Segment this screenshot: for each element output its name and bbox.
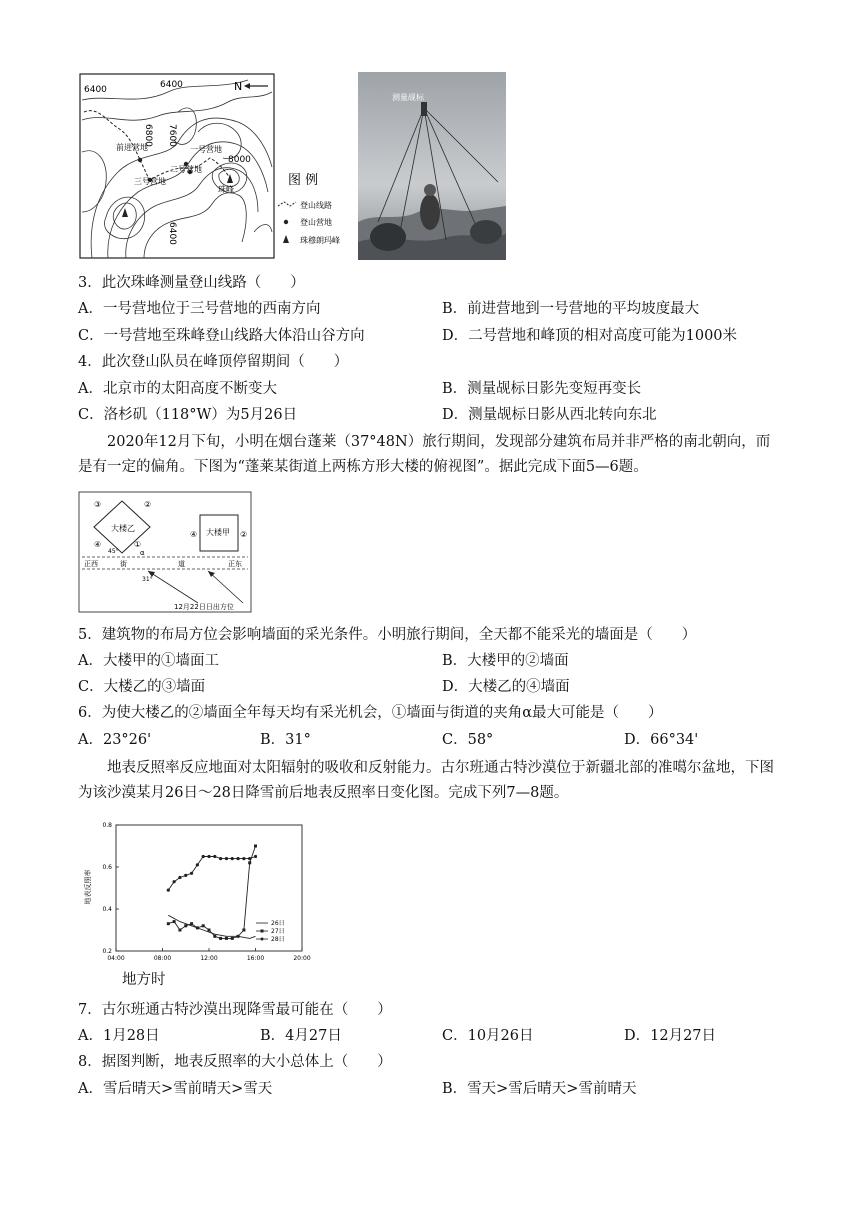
series-point-3: [167, 889, 170, 892]
q7-stem: 7．古尔班通古特沙漠出现降雪最可能在（ ）: [78, 1002, 392, 1018]
series-point-3: [207, 855, 210, 858]
contour-label-6400-b: 6400: [160, 80, 183, 90]
series-point-3: [190, 872, 193, 875]
building-b-wall-1: ①: [134, 540, 142, 549]
legend-label-2: 27日: [271, 928, 285, 935]
north-label: N: [234, 80, 243, 93]
y-tick-label: 0.8: [102, 822, 112, 829]
q6-stem: 6．为使大楼乙的②墙面全年每天均有采光机会，①墙面与街道的夹角α最大可能是（ ）: [78, 705, 663, 721]
series-point-2: [219, 937, 222, 940]
series-point-2: [231, 937, 234, 940]
angle-45-label: 45°: [108, 548, 119, 555]
contour-label-8000: 8000: [228, 155, 251, 165]
series-point-3: [242, 857, 245, 860]
q8-stem: 8．据图判断，地表反照率的大小总体上（ ）: [78, 1054, 392, 1070]
legend-route-label: 登山线路: [300, 201, 332, 210]
series-point-2: [237, 935, 240, 938]
x-tick-label: 16:00: [246, 955, 265, 962]
q7-option-d[interactable]: D．12月27日: [624, 1028, 717, 1044]
q7-option-a[interactable]: A．1月28日: [78, 1028, 160, 1044]
y-tick-label: 0.2: [102, 948, 112, 955]
y-tick-label: 0.6: [102, 864, 112, 871]
series-point-3: [236, 857, 239, 860]
series-point-2: [196, 926, 199, 929]
series-point-3: [178, 876, 181, 879]
sunrise-caption: 12月22日日出方位: [174, 603, 234, 611]
q4-option-a[interactable]: A．北京市的太阳高度不断变大: [78, 381, 277, 397]
building-b-wall-4: ④: [94, 540, 102, 549]
legend-title: 图 例: [288, 173, 319, 188]
building-b-wall-3: ③: [94, 500, 102, 509]
contour-label-7600: 7600: [167, 124, 177, 147]
q7-option-c[interactable]: C．10月26日: [442, 1028, 534, 1044]
street-char-2: 道: [178, 560, 185, 568]
q4-option-c[interactable]: C．洛杉矶（118°W）为5月26日: [78, 407, 298, 423]
contour-label-6400-a: 6400: [84, 85, 107, 95]
series-point-3: [202, 855, 205, 858]
intro-5-6: 2020年12月下旬，小明在烟台蓬莱（37°48N）旅行期间，发现部分建筑布局并非严格的南北朝向，而是有一定的偏角。下图为“蓬莱某街道上两栋方形大楼的俯视图”。据此完成下面5—6题。: [78, 434, 771, 475]
series-point-2: [225, 937, 228, 940]
series-point-3: [219, 857, 222, 860]
q6-option-b[interactable]: B．31°: [260, 732, 311, 748]
building-b-wall-2: ②: [144, 500, 152, 509]
series-point-2: [248, 861, 251, 864]
q5-stem: 5．建筑物的布局方位会影响墙面的采光条件。小明旅行期间，全天都不能采光的墙面是（ ）: [78, 627, 697, 643]
legend-route-icon: [278, 202, 296, 206]
series-point-2: [242, 929, 245, 932]
west-label: 正西: [84, 560, 98, 568]
series-point-2: [190, 922, 193, 925]
q6-option-d[interactable]: D．66°34': [624, 732, 699, 748]
q5-option-d[interactable]: D．大楼乙的④墙面: [442, 679, 570, 695]
angle-alpha-label: α: [140, 549, 145, 557]
chart-y-axis-label: 地表反照率: [84, 869, 92, 905]
q4-option-b[interactable]: B．测量觇标日影先变短再变长: [442, 381, 642, 397]
q7-option-b[interactable]: B．4月27日: [260, 1028, 342, 1044]
angle-31-label: 31°: [142, 576, 153, 583]
legend-peak-label: 珠穆朗玛峰: [300, 236, 340, 245]
x-tick-label: 04:00: [107, 955, 125, 962]
building-a-wall-2: ②: [240, 530, 248, 539]
building-plan-figure: [78, 491, 252, 613]
building-a-wall-4: ④: [190, 530, 198, 539]
contour-label-6800: 6800: [143, 124, 153, 147]
series-point-2: [178, 929, 181, 932]
everest-label: 珠峰: [218, 185, 234, 194]
legend-marker-3: [261, 938, 264, 941]
contour-label-6400-c: 6400: [167, 222, 177, 245]
x-tick-label: 12:00: [200, 955, 218, 962]
summit-photo: [358, 72, 506, 260]
legend-marker-2: [261, 930, 264, 933]
series-point-3: [213, 855, 216, 858]
summit-photo-drawing: [358, 72, 506, 260]
y-tick-label: 0.4: [102, 906, 112, 913]
series-point-2: [173, 920, 176, 923]
legend-peak-icon: [283, 235, 289, 243]
series-point-2: [254, 845, 257, 848]
series-point-3: [184, 874, 187, 877]
series-point-3: [173, 880, 176, 883]
q6-option-a[interactable]: A．23°26': [78, 732, 152, 748]
x-tick-label: 08:00: [153, 955, 172, 962]
building-figure-frame: [79, 492, 251, 612]
q8-option-b[interactable]: B．雪天>雪后晴天>雪前晴天: [442, 1081, 637, 1097]
q6-option-c[interactable]: C．58°: [442, 732, 494, 748]
series-point-3: [254, 855, 257, 858]
series-point-2: [213, 935, 216, 938]
q3-option-a[interactable]: A．一号营地位于三号营地的西南方向: [78, 301, 321, 317]
building-b-label: 大楼乙: [111, 524, 135, 533]
street-char-1: 街: [120, 560, 127, 568]
q5-option-c[interactable]: C．大楼乙的③墙面: [78, 679, 206, 695]
albedo-chart: [78, 815, 311, 965]
camp-marker-forward: [138, 158, 142, 162]
legend-camp-icon: [284, 220, 288, 224]
contour-map-figure: [78, 72, 344, 260]
q8-option-a[interactable]: A．雪后晴天>雪前晴天>雪天: [78, 1081, 273, 1097]
series-point-3: [231, 857, 234, 860]
series-point-3: [248, 857, 251, 860]
q3-option-d[interactable]: D．二号营地和峰顶的相对高度可能为1000米: [442, 328, 738, 344]
camp-label-forward: 前进营地: [116, 143, 148, 152]
camp-label-3: 三号营地: [134, 177, 166, 186]
q3-stem: 3．此次珠峰测量登山线路（ ）: [78, 275, 305, 291]
series-point-3: [225, 857, 228, 860]
x-tick-label: 20:00: [293, 955, 311, 962]
series-point-2: [167, 922, 170, 925]
series-point-2: [202, 924, 205, 927]
camp-label-2: 二号营地: [170, 165, 202, 174]
q3-option-c[interactable]: C．一号营地至珠峰登山线路大体沿山谷方向: [78, 328, 365, 344]
q5-option-b[interactable]: B．大楼甲的②墙面: [442, 653, 569, 669]
chart-x-axis-label: 地方时: [122, 972, 166, 988]
series-point-2: [184, 924, 187, 927]
q4-option-d[interactable]: D．测量觇标日影从西北转向东北: [442, 407, 657, 423]
east-label: 正东: [228, 560, 242, 568]
series-point-2: [208, 929, 211, 932]
intro-7-8: 地表反照率反应地面对太阳辐射的吸收和反射能力。古尔班通古特沙漠位于新疆北部的准噶尔盆地，下图为该沙漠某月26日～28日降雪前后地表反照率日变化图。完成下列7—8题。: [78, 760, 774, 801]
survey-beacon-label: 测量觇标: [392, 93, 424, 102]
camp-label-1: 一号营地: [190, 145, 222, 154]
q4-stem: 4．此次登山队员在峰顶停留期间（ ）: [78, 354, 349, 370]
series-point-3: [196, 863, 199, 866]
q3-option-b[interactable]: B．前进营地到一号营地的平均坡度最大: [442, 301, 700, 317]
legend-label-1: 26日: [271, 920, 285, 927]
legend-camp-label: 登山营地: [300, 218, 332, 227]
q5-option-a[interactable]: A．大楼甲的①墙面工: [78, 653, 219, 669]
building-a-label: 大楼甲: [206, 528, 230, 537]
legend-label-3: 28日: [271, 936, 285, 943]
